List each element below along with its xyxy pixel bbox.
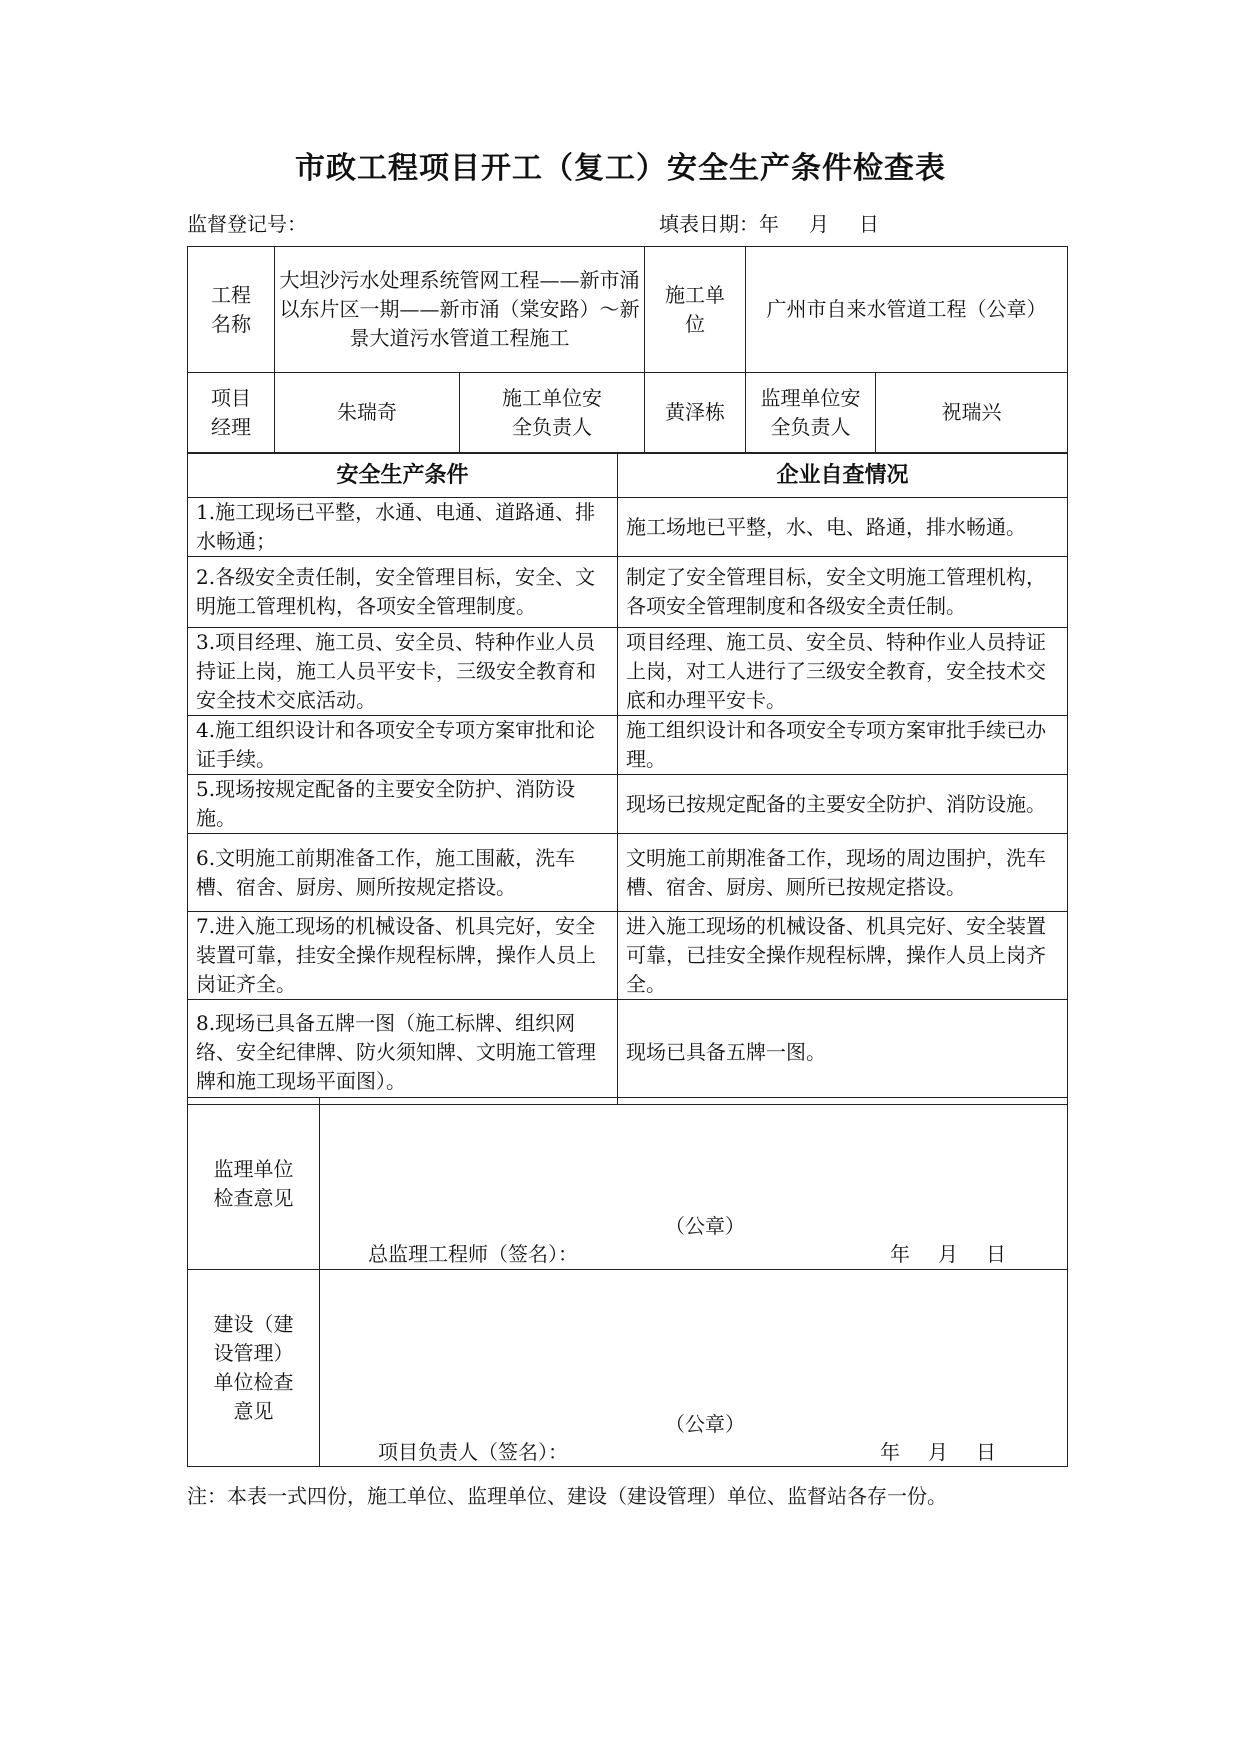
project-manager-label: 项目经理 <box>188 373 275 453</box>
supervisor-date: 年 月 日 <box>890 1242 1006 1266</box>
owner-opinion-label: 建设（建设管理）单位检查意见 <box>188 1270 320 1467</box>
selfcheck-cell: 项目经理、施工员、安全员、特种作业人员持证上岗，对工人进行了三级安全教育，安全技术交底和办理平安卡。 <box>618 628 1068 716</box>
table-row <box>188 1000 1068 1105</box>
opinions-table <box>187 1097 1068 1467</box>
footnote: 注：本表一式四份，施工单位、监理单位、建设（建设管理）单位、监督站各存一份。 <box>187 1484 947 1508</box>
supervisor-seal: （公章） <box>665 1214 745 1238</box>
selfcheck-cell: 文明施工前期准备工作，现场的周边围护，洗车槽、宿舍、厨房、厕所已按规定搭设。 <box>618 834 1068 912</box>
col-header-selfcheck: 企业自查情况 <box>618 454 1068 498</box>
registration-number-label: 监督登记号： <box>187 212 307 236</box>
condition-cell: 8.现场已具备五牌一图（施工标牌、组织网络、安全纪律牌、防火须知牌、文明施工管理牌和施工现场平面图）。 <box>188 1000 618 1105</box>
supervisor-signature-label: 总监理工程师（签名）： <box>368 1242 578 1266</box>
project-info-table <box>187 246 1068 453</box>
supervisor-opinion-label: 监理单位检查意见 <box>188 1098 320 1270</box>
selfcheck-cell: 现场已具备五牌一图。 <box>618 1000 1068 1105</box>
table-row <box>188 557 1068 628</box>
date-month: 月 <box>809 212 829 236</box>
contractor-value: 广州市自来水管道工程（公章） <box>746 247 1068 373</box>
project-name-label: 工程名称 <box>188 247 275 373</box>
supervisor-safety-value: 祝瑞兴 <box>876 373 1068 453</box>
supervisor-opinion-cell <box>320 1098 1068 1270</box>
col-header-condition: 安全生产条件 <box>188 454 618 498</box>
project-name-value: 大坦沙污水处理系统管网工程——新市涌以东片区一期——新市涌（棠安路）～新景大道污水管道工程施工 <box>275 247 645 373</box>
selfcheck-cell: 制定了安全管理目标，安全文明施工管理机构，各项安全管理制度和各级安全责任制。 <box>618 557 1068 628</box>
selfcheck-cell: 施工场地已平整，水、电、路通，排水畅通。 <box>618 498 1068 557</box>
project-manager-value: 朱瑞奇 <box>275 373 460 453</box>
fill-date-label: 填表日期： <box>659 212 759 236</box>
owner-signature-label: 项目负责人（签名）： <box>378 1440 568 1464</box>
table-row <box>188 834 1068 912</box>
contractor-safety-value: 黄泽栋 <box>645 373 746 453</box>
contractor-label: 施工单位 <box>645 247 746 373</box>
table-row <box>188 912 1068 1000</box>
owner-date: 年 月 日 <box>880 1440 996 1464</box>
selfcheck-cell: 现场已按规定配备的主要安全防护、消防设施。 <box>618 775 1068 834</box>
page-title: 市政工程项目开工（复工）安全生产条件检查表 <box>295 151 946 186</box>
table-row <box>188 716 1068 775</box>
fill-date <box>659 208 879 237</box>
table-row <box>188 498 1068 557</box>
date-year: 年 <box>759 212 779 236</box>
checklist-table <box>187 453 1068 1105</box>
condition-cell: 1.施工现场已平整，水通、电通、道路通、排水畅通； <box>188 498 618 557</box>
owner-opinion-cell <box>320 1270 1068 1467</box>
table-row <box>188 775 1068 834</box>
condition-cell: 7.进入施工现场的机械设备、机具完好，安全装置可靠，挂安全操作规程标牌，操作人员上岗证齐全。 <box>188 912 618 1000</box>
owner-seal: （公章） <box>665 1412 745 1436</box>
date-day: 日 <box>859 212 879 236</box>
supervisor-safety-label: 监理单位安全负责人 <box>746 373 876 453</box>
contractor-safety-label: 施工单位安全负责人 <box>460 373 645 453</box>
condition-cell: 5.现场按规定配备的主要安全防护、消防设施。 <box>188 775 618 834</box>
selfcheck-cell: 施工组织设计和各项安全专项方案审批手续已办理。 <box>618 716 1068 775</box>
condition-cell: 2.各级安全责任制，安全管理目标，安全、文明施工管理机构，各项安全管理制度。 <box>188 557 618 628</box>
condition-cell: 4.施工组织设计和各项安全专项方案审批和论证手续。 <box>188 716 618 775</box>
table-row <box>188 628 1068 716</box>
selfcheck-cell: 进入施工现场的机械设备、机具完好、安全装置可靠，已挂安全操作规程标牌，操作人员上岗齐全。 <box>618 912 1068 1000</box>
condition-cell: 6.文明施工前期准备工作，施工围蔽，洗车槽、宿舍、厨房、厕所按规定搭设。 <box>188 834 618 912</box>
condition-cell: 3.项目经理、施工员、安全员、特种作业人员持证上岗，施工人员平安卡，三级安全教育和安全技术交底活动。 <box>188 628 618 716</box>
